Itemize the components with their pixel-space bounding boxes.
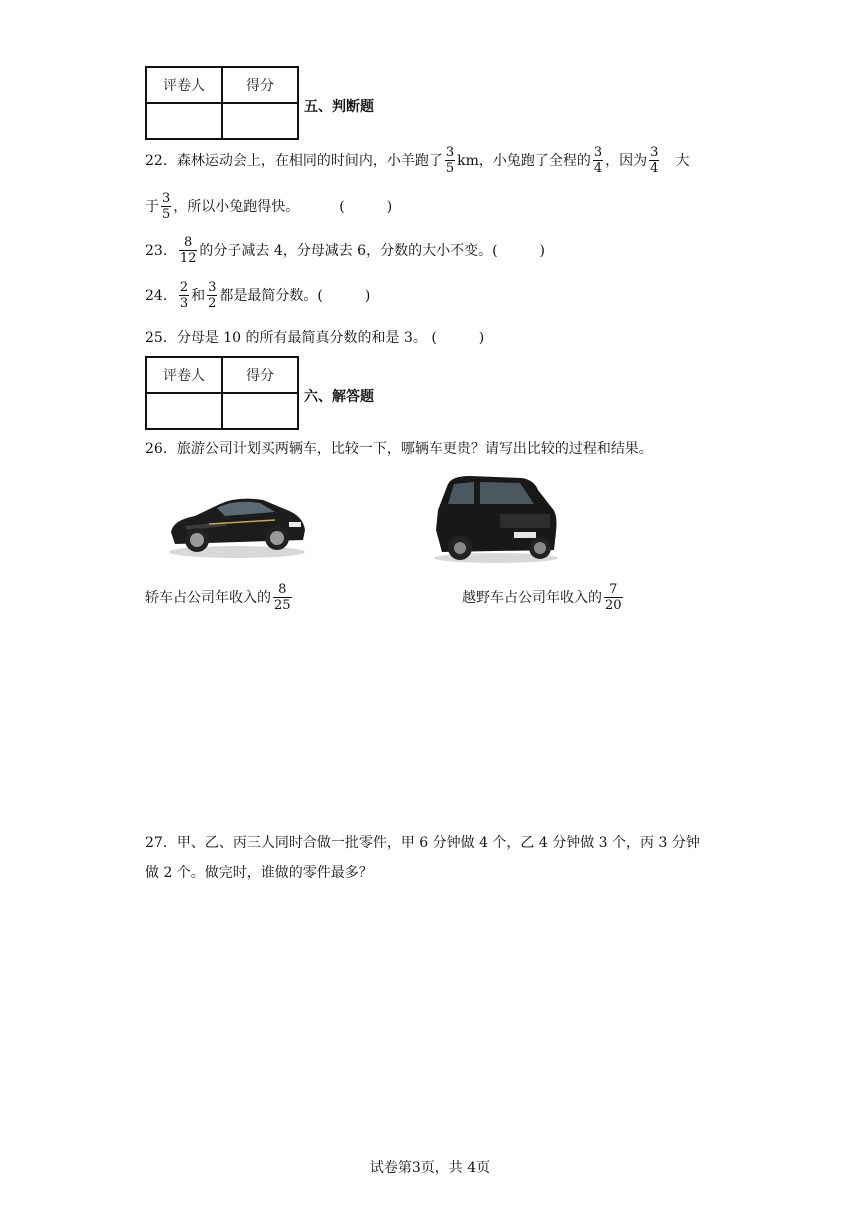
q27-line1: 27．甲、乙、丙三人同时合做一批零件，甲 6 分钟做 4 个，乙 4 分钟做 3 个，丙 3 分钟 [145,835,700,851]
score-cell [222,103,298,139]
question-27-line2 [145,866,373,880]
section-title: 六、解答题 [304,389,374,405]
fraction: $\frac{3}{2}$ [208,280,217,311]
score-header: 得分 [222,67,298,103]
q27-line2: 做 2 个。做完时，谁做的零件最多？ [145,865,373,881]
q22-text-d: 大 [675,152,690,169]
q24-prefix: 24． [145,287,177,304]
reviewer-cell [146,103,222,139]
reviewer-header: 评卷人 [146,67,222,103]
question-22-line2 [145,192,392,221]
score-table-section6 [145,356,299,430]
fraction: $\frac{2}{3}$ [179,280,189,311]
q22-text-b: km，小兔跑了全程的 [457,152,591,169]
fraction: $\frac{3}{5}$ [162,191,171,222]
question-24 [145,281,370,310]
sedan-label [145,583,294,612]
score-table-section5 [145,66,299,140]
sports-car-image [165,480,310,560]
q22-text-e: 于 [145,198,159,215]
answer-paren: ( ) [339,198,393,215]
q23-text: 的分子减去 4，分母减去 6，分数的大小不变。( ) [199,242,546,259]
fraction: $\frac{3}{4}$ [593,145,603,176]
q22-text-c: ，因为 [605,152,648,169]
fraction: $\frac{8}{12}$ [179,235,197,266]
question-26 [145,442,653,456]
fraction: $\frac{3}{4}$ [650,145,659,176]
q22-text-f: ，所以小兔跑得快。 [173,198,300,215]
score-header: 得分 [222,357,298,393]
question-23 [145,236,545,265]
score-cell [222,393,298,429]
fraction: $\frac{3}{5}$ [445,145,455,176]
suv-label [462,583,625,612]
q22-text-a: 22．森林运动会上，在相同的时间内，小羊跑了 [145,152,443,169]
q25-text: 25．分母是 10 的所有最简真分数的和是 3。 ( ) [145,330,485,346]
question-22-line1 [145,146,689,175]
q23-prefix: 23． [145,242,177,259]
fraction: $\frac{7}{20}$ [605,582,622,613]
suv-label-text: 越野车占公司年收入的 [462,589,602,606]
reviewer-header: 评卷人 [146,357,222,393]
question-25 [145,331,484,345]
suv-image [430,470,560,565]
sedan-label-text: 轿车占公司年收入的 [145,589,271,606]
q26-text: 26．旅游公司计划买两辆车，比较一下，哪辆车更贵？请写出比较的过程和结果。 [145,441,653,457]
section-title: 五、判断题 [304,99,374,115]
fraction: $\frac{8}{25}$ [274,582,291,613]
reviewer-cell [146,393,222,429]
page-footer: 试卷第3页，共 4页 [369,1160,491,1176]
q24-and: 和 [191,287,206,304]
q24-text: 都是最简分数。( ) [219,287,371,304]
question-27-line1 [145,836,700,850]
